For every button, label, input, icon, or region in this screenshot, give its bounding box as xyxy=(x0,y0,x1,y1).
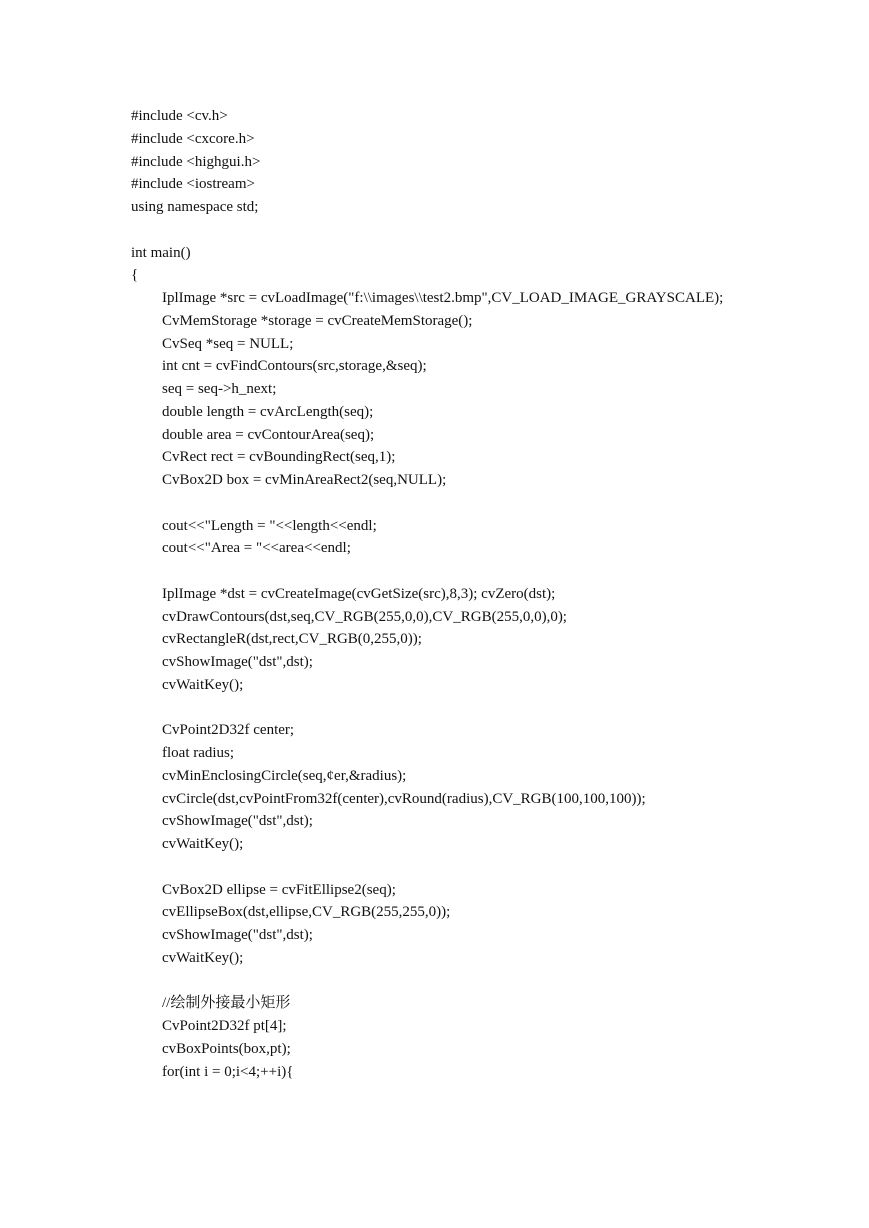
code-line-show-image: cvShowImage("dst",dst); xyxy=(162,654,313,670)
code-line-blank xyxy=(131,697,831,720)
code-line-create-image: IplImage *dst = cvCreateImage(cvGetSize(src),8,3); cvZero(dst); xyxy=(162,585,556,602)
code-listing xyxy=(131,105,831,1083)
code-line-ellipse-box: cvEllipseBox(dst,ellipse,CV_RGB(255,255,0)); xyxy=(162,904,451,921)
code-line-wait-key: cvWaitKey(); xyxy=(162,676,244,693)
code-line-find-contours: int cnt = cvFindContours(src,storage,&seq); xyxy=(162,358,427,375)
code-line-include-highgui: #include <highgui.h> xyxy=(131,153,261,170)
code-line-box-points: cvBoxPoints(box,pt); xyxy=(162,1040,291,1057)
code-line-rectangle: cvRectangleR(dst,rect,CV_RGB(0,255,0)); xyxy=(162,631,422,648)
code-line-fit-ellipse: CvBox2D ellipse = cvFitEllipse2(seq); xyxy=(162,881,396,898)
code-line-include-iostream: #include <iostream> xyxy=(131,176,255,193)
code-line-wait-key: cvWaitKey(); xyxy=(162,949,244,966)
code-line-min-area-rect: CvBox2D box = cvMinAreaRect2(seq,NULL); xyxy=(162,472,447,488)
code-line-mem-storage: CvMemStorage *storage = cvCreateMemStorage(); xyxy=(162,312,473,329)
code-line-wait-key: cvWaitKey(); xyxy=(162,836,244,852)
code-line-contour-area: double area = cvContourArea(seq); xyxy=(162,426,375,443)
code-line-show-image: cvShowImage("dst",dst); xyxy=(162,813,313,830)
code-line-bounding-rect: CvRect rect = cvBoundingRect(seq,1); xyxy=(162,449,396,466)
code-line-for-loop: for(int i = 0;i<4;++i){ xyxy=(162,1063,294,1080)
code-line-seq-null: CvSeq *seq = NULL; xyxy=(162,335,294,352)
code-line-include-cv: #include <cv.h> xyxy=(131,108,228,124)
code-line-blank xyxy=(131,970,831,993)
code-line-blank xyxy=(131,560,831,583)
code-line-seq-next: seq = seq->h_next; xyxy=(162,381,277,397)
code-line-arc-length: double length = cvArcLength(seq); xyxy=(162,403,374,420)
code-line-cout-length: cout<<"Length = "<<length<<endl; xyxy=(162,517,377,534)
code-line-open-brace: { xyxy=(131,267,139,284)
code-line-radius-decl: float radius; xyxy=(162,745,235,761)
code-line-points-decl: CvPoint2D32f pt[4]; xyxy=(162,1018,287,1034)
code-line-center-decl: CvPoint2D32f center; xyxy=(162,722,295,739)
code-comment-draw-min-rect: //绘制外接最小矩形 xyxy=(162,995,291,1012)
code-line-cout-area: cout<<"Area = "<<area<<endl; xyxy=(162,540,351,557)
code-line-blank xyxy=(131,492,831,515)
code-line-using-namespace: using namespace std; xyxy=(131,199,259,215)
code-line-blank xyxy=(131,219,831,242)
code-line-draw-contours: cvDrawContours(dst,seq,CV_RGB(255,0,0),CV_RGB(255,0,0),0); xyxy=(162,608,567,625)
code-line-load-image: IplImage *src = cvLoadImage("f:\\images\\test2.bmp",CV_LOAD_IMAGE_GRAYSCALE); xyxy=(162,290,724,306)
code-line-min-enclosing-circle: cvMinEnclosingCircle(seq,¢er,&radius); xyxy=(162,767,407,784)
code-line-blank xyxy=(131,856,831,879)
code-line-show-image: cvShowImage("dst",dst); xyxy=(162,927,313,943)
code-line-main-signature: int main() xyxy=(131,244,191,261)
code-line-circle: cvCircle(dst,cvPointFrom32f(center),cvRound(radius),CV_RGB(100,100,100)); xyxy=(162,790,646,807)
code-line-include-cxcore: #include <cxcore.h> xyxy=(131,130,255,147)
